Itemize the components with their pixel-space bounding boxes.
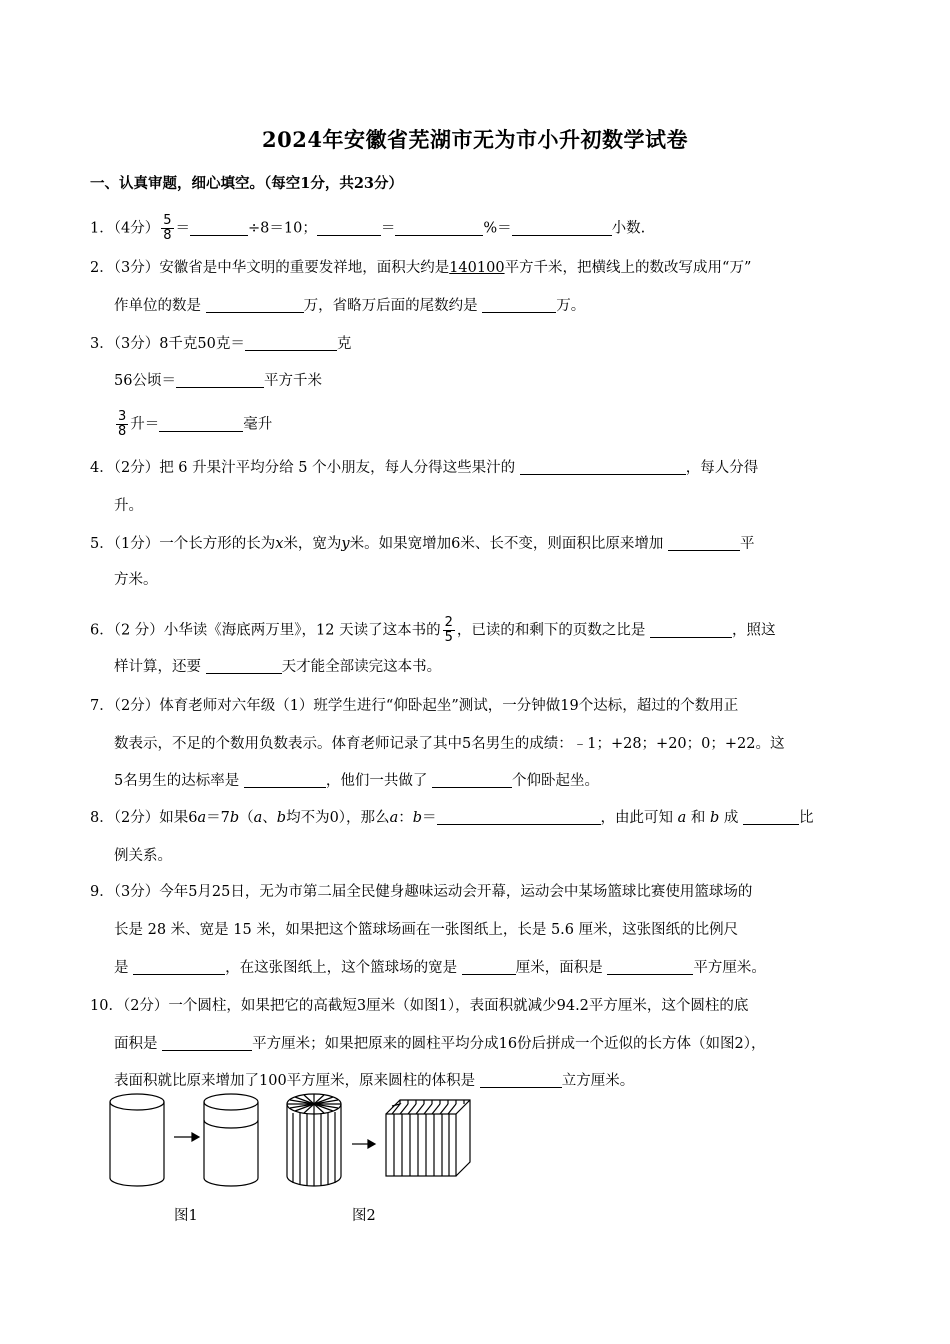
question-7-line-3: 5名男生的达标率是 ，他们一共做了 个仰卧起坐。: [114, 773, 599, 789]
answer-blank[interactable]: [480, 1071, 562, 1088]
answer-blank[interactable]: [317, 219, 381, 236]
answer-blank[interactable]: [607, 958, 693, 975]
question-9-line-3: 是 ，在这张图纸上，这个篮球场的宽是 厘米，面积是 平方厘米。: [114, 960, 766, 976]
answer-blank[interactable]: [520, 458, 686, 475]
question-1: 1．（4分） $\frac{5}{8}$ ＝ ÷8＝10； ＝ %＝ 小数.: [90, 213, 646, 243]
figure-caption-2: 图2: [352, 1208, 376, 1224]
page-title: 2024年安徽省芜湖市无为市小升初数学试卷: [262, 127, 688, 152]
question-7-line-1: 7．（2分）体育老师对六年级（1）班学生进行“仰卧起坐”测试，一分钟做19个达标，超过的个数用正: [90, 698, 739, 714]
figure-caption-1: 图1: [174, 1208, 198, 1224]
sliced-cylinder: [287, 1094, 341, 1186]
cylinder-figure: [100, 1092, 500, 1192]
section-heading: 一、认真审题，细心填空。（每空1分，共23分）: [90, 175, 404, 192]
question-2-line-1: 2．（3分）安徽省是中华文明的重要发祥地，面积大约是140100平方千米，把横线上的数改写成用“万”: [90, 260, 752, 276]
question-10-line-2: 面积是 平方厘米；如果把原来的圆柱平均分成16份后拼成一个近似的长方体（如图2），: [114, 1036, 766, 1052]
answer-blank[interactable]: [159, 415, 243, 432]
question-3-line-2: 56公顷＝ 平方千米: [114, 373, 322, 389]
underlined-number: 140100: [449, 260, 505, 276]
answer-blank[interactable]: [432, 771, 512, 788]
answer-blank[interactable]: [244, 771, 326, 788]
question-10-line-1: 10．（2分）一个圆柱，如果把它的高截短3厘米（如图1），表面积就减少94.2平方厘米，这个圆柱的底: [90, 998, 749, 1014]
question-4-line-2: 升。: [114, 498, 143, 514]
question-3-line-3: $\frac{3}{8}$ 升＝ 毫升: [118, 409, 273, 439]
answer-blank[interactable]: [650, 621, 732, 638]
answer-blank[interactable]: [512, 219, 612, 236]
question-8-line-1: 8．（2分）如果6a＝7b（a、b均不为0），那么a：b＝ ，由此可知 a 和 b 成 比: [90, 810, 814, 826]
answer-blank[interactable]: [245, 334, 337, 351]
answer-blank[interactable]: [668, 534, 740, 551]
question-9-line-2: 长是 28 米、宽是 15 米，如果把这个篮球场画在一张图纸上，长是 5.6 厘米，这张图纸的比例尺: [114, 922, 739, 938]
answer-blank[interactable]: [206, 657, 282, 674]
question-6-line-1: 6．（2 分）小华读《海底两万里》，12 天读了这本书的 $\frac{2}{5}$ ，已读的和剩下的页数之比是 ，照这: [90, 615, 776, 645]
answer-blank[interactable]: [482, 296, 556, 313]
question-9-line-1: 9．（3分）今年5月25日，无为市第二届全民健身趣味运动会开幕，运动会中某场篮球比赛使用篮球场的: [90, 884, 753, 900]
cylinder-original: [110, 1094, 164, 1186]
question-4-line-1: 4．（2分）把 6 升果汁平均分给 5 个小朋友，每人分得这些果汁的 ，每人分得: [90, 460, 759, 476]
fraction: $\frac{2}{5}$: [444, 615, 453, 645]
question-5-line-1: 5．（1分）一个长方形的长为x米，宽为y米。如果宽增加6米、长不变，则面积比原来增加 平: [90, 536, 755, 552]
question-8-line-2: 例关系。: [114, 848, 172, 864]
fraction: $\frac{3}{8}$: [118, 409, 127, 439]
question-3-line-1: 3．（3分）8千克50克＝ 克: [90, 336, 352, 352]
approximate-cuboid: [386, 1100, 470, 1176]
question-2-line-2: 作单位的数是 万，省略万后面的尾数约是 万。: [114, 298, 586, 314]
answer-blank[interactable]: [133, 958, 225, 975]
answer-blank[interactable]: [395, 219, 483, 236]
fraction: $\frac{5}{8}$: [163, 213, 172, 243]
answer-blank[interactable]: [176, 371, 264, 388]
question-7-line-2: 数表示，不足的个数用负数表示。体育老师记录了其中5名男生的成绩：﹣1；+28；+20；0；+22。这: [114, 736, 785, 752]
answer-blank[interactable]: [437, 808, 601, 825]
answer-blank[interactable]: [162, 1034, 252, 1051]
question-6-line-2: 样计算，还要 天才能全部读完这本书。: [114, 659, 442, 675]
arrow-icon: [352, 1140, 375, 1148]
cylinder-shortened: [204, 1094, 258, 1186]
question-5-line-2: 方米。: [114, 572, 158, 588]
answer-blank[interactable]: [206, 296, 304, 313]
arrow-icon: [174, 1133, 199, 1141]
answer-blank[interactable]: [743, 808, 799, 825]
question-10-line-3: 表面积就比原来增加了100平方厘米，原来圆柱的体积是 立方厘米。: [114, 1073, 635, 1089]
answer-blank[interactable]: [462, 958, 516, 975]
answer-blank[interactable]: [190, 219, 248, 236]
